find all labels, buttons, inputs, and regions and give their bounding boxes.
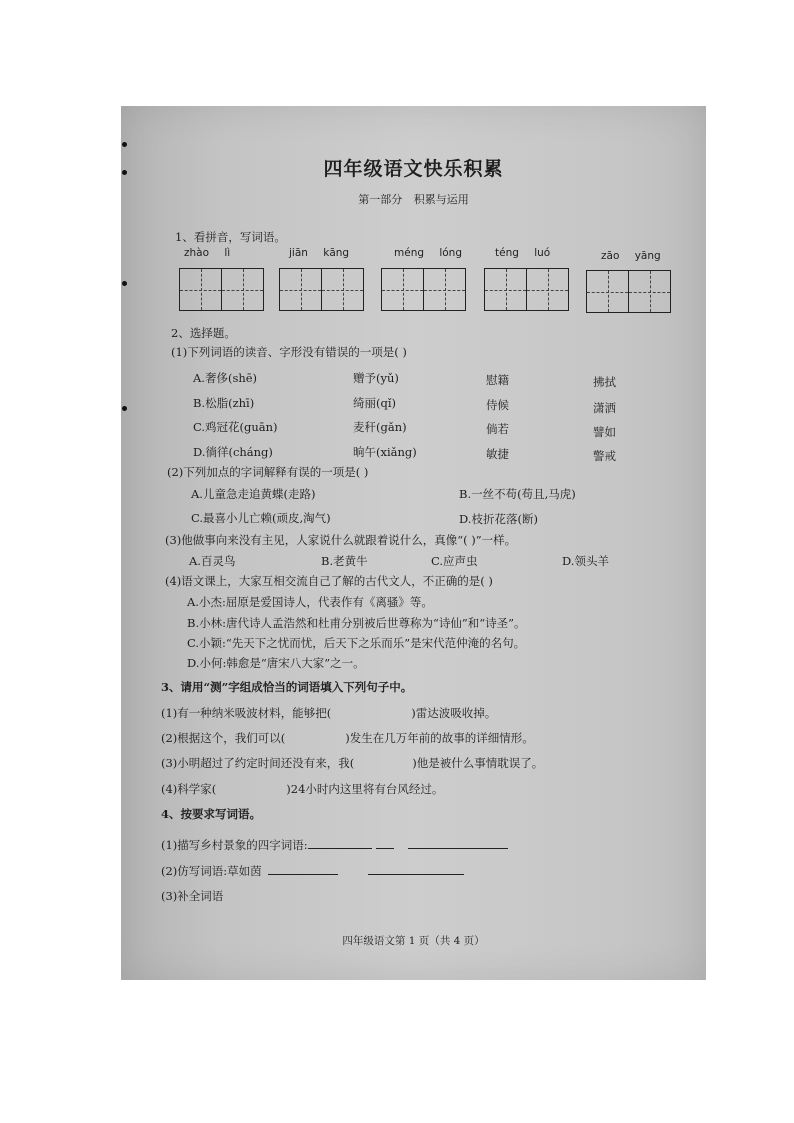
q2-1-word: 慰籍 — [486, 373, 509, 387]
pinyin-label: zhào lì — [184, 247, 231, 259]
writing-cell[interactable] — [321, 268, 364, 311]
q3-item-4 — [161, 781, 443, 797]
q2-1-option-c: C.鸡冠花(guān) — [193, 420, 278, 434]
q4-item-2 — [161, 862, 464, 879]
q4-item-text: (2)仿写词语:草如茵 — [161, 864, 262, 878]
q2-1-word: 倘若 — [486, 422, 509, 436]
q3-item-text: (2)根据这个，我们可以( — [161, 731, 286, 745]
pinyin-label: zāo yāng — [601, 250, 661, 262]
writing-cell[interactable] — [484, 268, 527, 311]
q2-heading: 2、选择题。 — [171, 326, 236, 340]
writing-cell[interactable] — [381, 268, 424, 311]
q3-item-text: (4)科学家( — [161, 782, 217, 796]
q2-1-word: 潇洒 — [593, 401, 616, 415]
q2-2-option-d: D.枝折花落(断) — [459, 512, 538, 526]
q3-item-1 — [161, 705, 496, 721]
part-title: 第一部分 积累与运用 — [358, 193, 469, 206]
q3-item-text: )雷达波吸收掉。 — [411, 706, 497, 720]
q2-2-option-c: C.最喜小儿亡赖(顽皮,淘气) — [191, 511, 331, 525]
q2-1-word: 警戒 — [593, 449, 616, 463]
q4-item-1 — [161, 836, 508, 853]
exam-sheet — [121, 106, 706, 980]
writing-cell[interactable] — [179, 268, 222, 311]
q2-1-word: 晌午(xiǎng) — [353, 445, 417, 459]
q3-item-text: )发生在几万年前的故事的详细情形。 — [345, 731, 534, 745]
q4-item-text: (1)描写乡村景象的四字词语: — [161, 838, 308, 852]
q3-item-3 — [161, 755, 543, 771]
q2-2-option-b: B.一丝不苟(苟且,马虎) — [459, 487, 576, 501]
q2-2-option-a: A.儿童急走追黄蝶(走路) — [191, 487, 316, 501]
q2-1-word: 赠予(yǔ) — [353, 371, 399, 385]
q2-1-word: 绮丽(qǐ) — [353, 396, 397, 410]
q2-4-option-d: D.小何:韩愈是“唐宋八大家”之一。 — [187, 656, 365, 670]
q2-3-stem: (3)他做事向来没有主见，人家说什么就跟着说什么，真像“( )”一样。 — [165, 533, 517, 547]
q2-1-option-b: B.松脂(zhī) — [193, 396, 255, 410]
q2-1-option-d: D.徜徉(cháng) — [193, 445, 273, 459]
binding-hole — [122, 281, 127, 286]
q2-1-word: 麦秆(gǎn) — [353, 420, 407, 434]
q2-1-word: 拂拭 — [593, 375, 616, 389]
q2-3-option-b: B.老黄牛 — [321, 554, 368, 568]
pinyin-label: méng lóng — [394, 247, 463, 259]
q4-item-3: (3)补全词语 — [161, 889, 224, 903]
binding-hole — [122, 142, 127, 147]
q2-2-stem: (2)下列加点的字词解释有误的一项是( ) — [167, 465, 369, 479]
page-footer: 四年级语文第 1 页（共 4 页） — [342, 935, 485, 947]
answer-blank[interactable] — [268, 862, 338, 875]
q3-item-text: (1)有一种纳米吸波材料，能够把( — [161, 706, 332, 720]
q3-item-2 — [161, 730, 534, 746]
pinyin-label: jiān kāng — [289, 247, 350, 259]
answer-blank[interactable] — [408, 836, 508, 849]
q2-3-option-d: D.领头羊 — [562, 554, 609, 568]
q3-item-text: )24小时内这里将有台风经过。 — [286, 782, 444, 796]
q2-1-option-a: A.奢侈(shē) — [193, 371, 258, 385]
q2-1-word: 敏捷 — [486, 447, 509, 461]
writing-cell[interactable] — [526, 268, 569, 311]
q2-1-word: 譬如 — [593, 425, 616, 439]
q3-item-text: )他是被什么事情耽误了。 — [412, 756, 544, 770]
q2-1-word: 侍候 — [486, 398, 509, 412]
answer-blank[interactable] — [376, 836, 394, 849]
binding-hole — [122, 406, 127, 411]
q2-4-stem: (4)语文课上，大家互相交流自己了解的古代文人，不正确的是( ) — [165, 574, 493, 588]
q2-4-option-a: A.小杰:屈原是爱国诗人，代表作有《离骚》等。 — [187, 595, 433, 609]
q2-4-option-c: C.小颖:“先天下之忧而忧，后天下之乐而乐”是宋代范仲淹的名句。 — [187, 636, 526, 650]
q2-4-option-b: B.小林:唐代诗人孟浩然和杜甫分别被后世尊称为“诗仙”和“诗圣”。 — [187, 616, 526, 630]
writing-cell[interactable] — [628, 270, 671, 313]
q2-3-option-c: C.应声虫 — [431, 554, 478, 568]
answer-blank[interactable] — [308, 836, 372, 849]
writing-cell[interactable] — [586, 270, 629, 313]
q2-3-option-a: A.百灵鸟 — [189, 554, 236, 568]
q3-heading: 3、请用“测”字组成恰当的词语填入下列句子中。 — [161, 680, 413, 694]
q4-heading: 4、按要求写词语。 — [161, 807, 262, 821]
writing-cell[interactable] — [423, 268, 466, 311]
writing-cell[interactable] — [221, 268, 264, 311]
q3-item-text: (3)小明超过了约定时间还没有来，我( — [161, 756, 355, 770]
pinyin-label: téng luó — [495, 247, 551, 259]
answer-blank[interactable] — [368, 862, 464, 875]
q2-1-stem: (1)下列词语的读音、字形没有错误的一项是( ) — [171, 345, 407, 359]
writing-cell[interactable] — [279, 268, 322, 311]
q1-heading: 1、看拼音，写词语。 — [175, 230, 286, 244]
page-title: 四年级语文快乐积累 — [323, 158, 504, 180]
